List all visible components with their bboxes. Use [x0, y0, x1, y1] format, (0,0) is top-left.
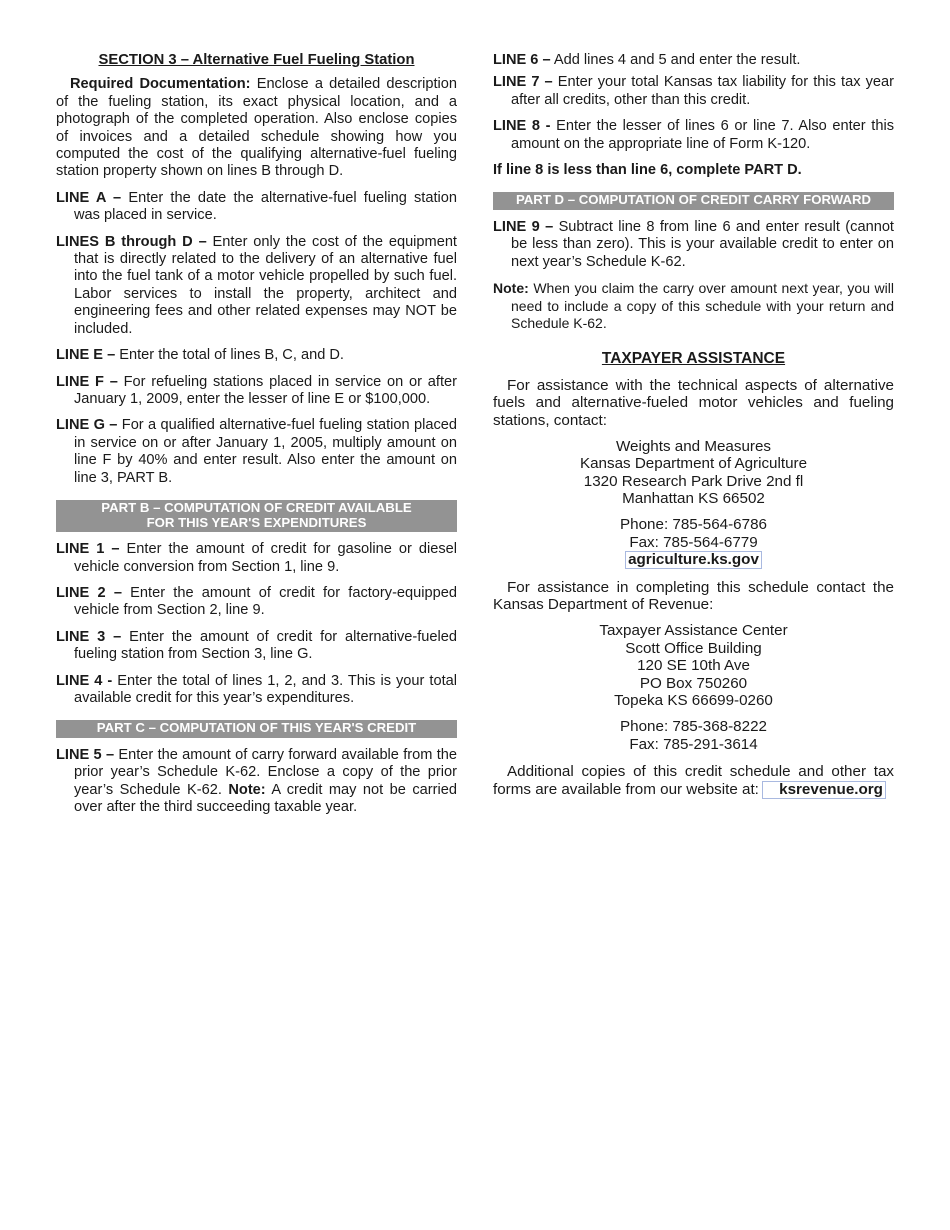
line-label: LINE 9 –: [493, 219, 554, 236]
line-label: LINE A –: [56, 189, 122, 206]
line-3: [56, 629, 457, 664]
part-b-title-line2: FOR THIS YEAR'S EXPENDITURES: [146, 514, 367, 530]
left-column: [56, 52, 457, 817]
part-c-header: PART C – COMPUTATION OF THIS YEAR'S CREDIT: [56, 720, 457, 738]
line-text: Enter the total of lines B, C, and D.: [115, 347, 344, 364]
part-d-header: PART D – COMPUTATION OF CREDIT CARRY FORWARD: [493, 192, 894, 210]
line-9: [493, 219, 894, 271]
part-b-title-line1: PART B – COMPUTATION OF CREDIT AVAILABLE: [101, 499, 412, 515]
taxpayer-assistance-title: TAXPAYER ASSISTANCE: [601, 350, 786, 368]
line-f: [56, 374, 457, 409]
required-documentation: [56, 76, 457, 180]
kda-contact-block: [493, 516, 894, 569]
line-label: LINE 6 –: [493, 52, 551, 68]
assistance-paragraph-revenue: For assistance in completing this schedule contact the Kansas Department of Revenue:: [493, 578, 894, 614]
line-2: [56, 585, 457, 620]
additional-copies-paragraph: [493, 763, 894, 798]
line-label: LINE F –: [56, 373, 118, 390]
line-label: LINE 1 –: [56, 541, 120, 558]
address-line: Manhattan KS 66502: [622, 490, 765, 508]
right-column: [493, 52, 894, 798]
kdor-contact-block: [493, 718, 894, 753]
line-6: [493, 52, 894, 69]
line-text: Enter the amount of carry forward available from the prior year’s Schedule K-62. Enclose a copy of the prior year’s Schedule K-62.: [74, 746, 457, 798]
kdor-phone: Phone: 785-368-8222: [620, 717, 767, 735]
note-text: When you claim the carry over amount next year, you will need to include a copy of this schedule with your return and Schedule K-62.: [511, 280, 894, 332]
agriculture-website-link[interactable]: agriculture.ks.gov: [628, 551, 759, 569]
line-label: LINE 2 –: [56, 584, 122, 601]
line-g: [56, 417, 457, 487]
line-text-continued: A credit may not be carried over after the third succeeding taxable year.: [74, 781, 457, 816]
line-text: For a qualified alternative-fuel fueling station placed in service on or after January 1, 2005, multiply amount on line F by 40% and enter result. Also enter the amount on line 3, PART B.: [74, 417, 457, 486]
address-line: Taxpayer Assistance Center: [599, 622, 788, 639]
line-text: Enter the total of lines 1, 2, and 3. This is your total available credit for this year’s expenditures.: [74, 672, 457, 706]
line-5: [56, 747, 457, 817]
line-text: Enter your total Kansas tax liability for this tax year after all credits, other than this credit.: [511, 74, 894, 108]
line-text: Enter the amount of credit for factory-equipped vehicle from Section 2, line 9.: [74, 584, 457, 619]
section-3-title: SECTION 3 – Alternative Fuel Fueling Station: [98, 52, 415, 68]
line-text: Enter the amount of credit for gasoline or diesel vehicle conversion from Section 1, line 9.: [74, 541, 457, 575]
line-4: [56, 673, 457, 708]
kdor-fax: Fax: 785-291-3614: [629, 735, 758, 753]
required-doc-label: Required Documentation:: [70, 76, 251, 93]
line-8: [493, 118, 894, 153]
line-7: [493, 74, 894, 109]
address-line: PO Box 750260: [639, 674, 748, 692]
note-label: Note:: [493, 280, 529, 297]
kda-phone: Phone: 785-564-6786: [620, 516, 767, 534]
closing-text: Additional copies of this credit schedule and other tax forms are available from our website at:: [493, 763, 894, 798]
line-1: [56, 541, 457, 576]
line-text: Enter the date the alternative-fuel fueling station was placed in service.: [74, 189, 457, 224]
line-text: Enter only the cost of the equipment that is directly related to the delivery of an alternative fuel into the fuel tank of a motor vehicle propelled by such fuel. Labor services to install the property, architect and engineering fees and other related expenses may NOT be included.: [74, 233, 457, 337]
assistance-paragraph-technical: For assistance with the technical aspects of alternative fuels and alternative-fueled motor vehicles and fueling stations, contact:: [493, 376, 894, 430]
line-a: [56, 190, 457, 225]
kdor-address-block: [493, 622, 894, 710]
part-b-header: [56, 500, 457, 532]
address-line: Scott Office Building: [625, 639, 762, 657]
ksrevenue-website-link[interactable]: ksrevenue.org: [763, 782, 885, 798]
address-line: Topeka KS 66699-0260: [614, 692, 773, 710]
lines-b-through-d: [56, 234, 457, 338]
note-label: Note:: [228, 781, 266, 798]
address-line: Weights and Measures: [615, 437, 772, 455]
line-text: Add lines 4 and 5 and enter the result.: [550, 52, 801, 68]
line-text: For refueling stations placed in service on or after January 1, 2009, enter the lesser of line E or $100,000.: [74, 373, 457, 407]
kda-address-block: [493, 438, 894, 508]
line-text: Subtract line 8 from line 6 and enter result (cannot be less than zero). This is your available credit to enter on next year’s Schedule K-62.: [511, 219, 894, 270]
line-e: [56, 347, 457, 364]
line-label: LINE G –: [56, 417, 118, 434]
required-doc-text: Enclose a detailed description of the fueling station, its exact physical location, and a photograph of the completed operation. Also enclose copies of invoices and a detailed schedule showing how you computed the cost of the qualifying alternative-fuel fueling station property shown on lines B through D.: [56, 76, 458, 180]
line-label: LINE 4 -: [56, 672, 113, 689]
address-line: Kansas Department of Agriculture: [579, 455, 808, 473]
line-label: LINE 3 –: [56, 628, 122, 645]
kda-fax: Fax: 785-564-6779: [629, 533, 758, 551]
line-text: Enter the amount of credit for alternative-fueled fueling station from Section 3, line G.: [74, 628, 457, 663]
line-label: LINE 8 -: [493, 118, 551, 135]
carry-over-note: [493, 280, 894, 332]
line-label: LINES B through D –: [56, 233, 207, 250]
address-line: 120 SE 10th Ave: [637, 657, 750, 675]
line-label: LINE E –: [56, 347, 116, 364]
part-d-instruction: If line 8 is less than line 6, complete PART D.: [493, 162, 802, 179]
line-text: Enter the lesser of lines 6 or line 7. Also enter this amount on the appropriate line of Form K-120.: [511, 118, 894, 152]
line-label: LINE 7 –: [493, 74, 553, 91]
address-line: 1320 Research Park Drive 2nd fl: [583, 472, 804, 490]
line-label: LINE 5 –: [56, 746, 115, 763]
